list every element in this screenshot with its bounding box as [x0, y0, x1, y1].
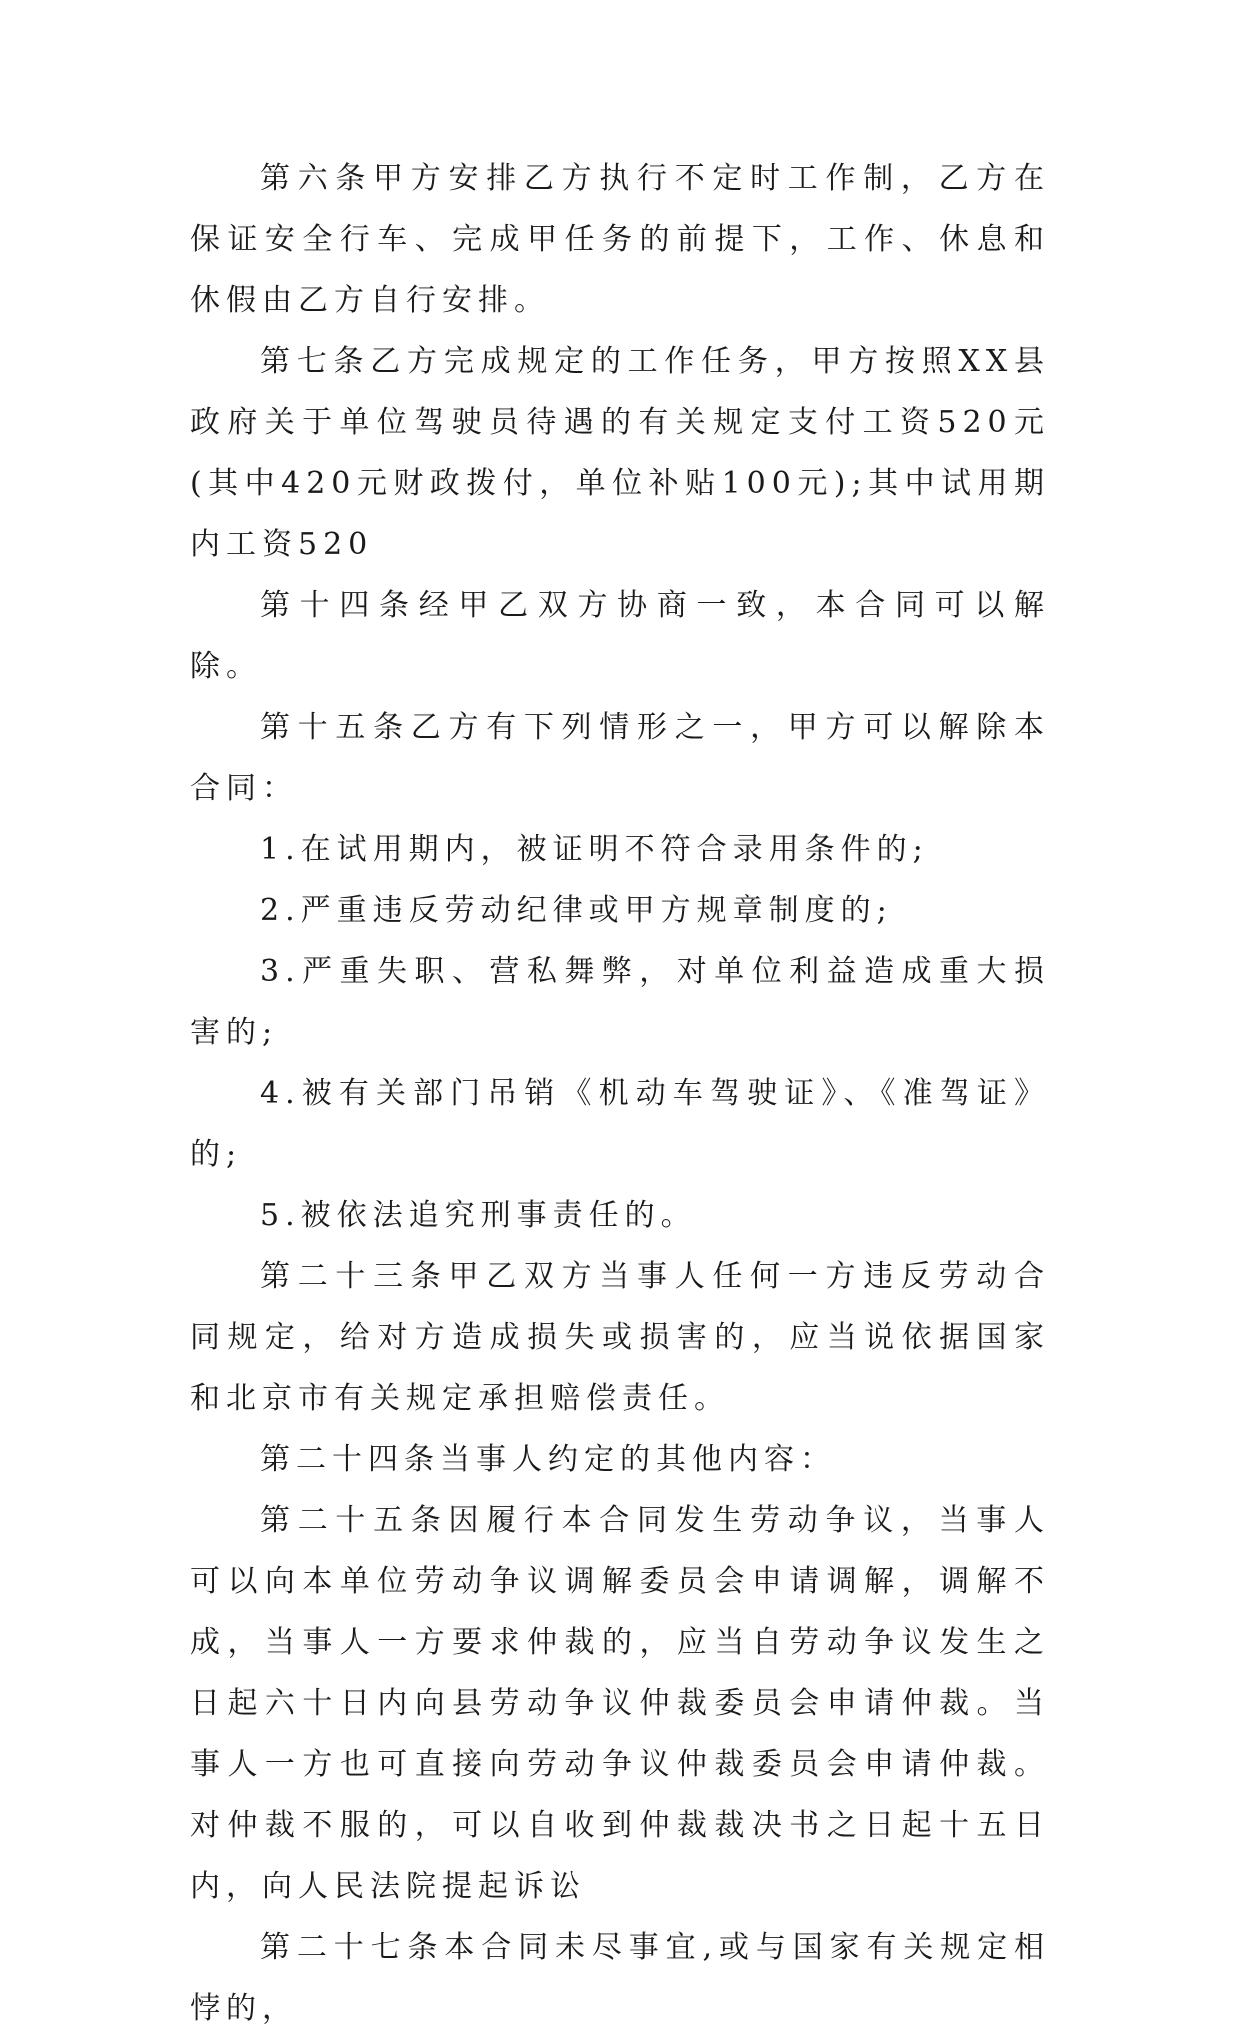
article-24-paragraph: 第二十四条当事人约定的其他内容： [260, 1442, 836, 1477]
list-item: 3.严重失职、营私舞弊，对单位利益造成重大损害的; [190, 954, 1050, 1050]
list-item: 4.被有关部门吊销《机动车驾驶证》、《准驾证》的; [190, 1076, 1050, 1172]
list-item: 5.被依法追究刑事责任的。 [260, 1198, 697, 1233]
article-25-paragraph: 第二十五条因履行本合同发生劳动争议，当事人可以向本单位劳动争议调解委员会申请调解，调解不成，当事人一方要求仲裁的，应当自劳动争议发生之日起六十日内向县劳动争议仲裁委员会申请仲裁。当事人一方也可直接向劳动争议仲裁委员会申请仲裁。对仲裁不服的，可以自收到仲裁裁决书之日起十五日内，向人民法院提起诉讼 [190, 1503, 1050, 1904]
document-page [190, 148, 1050, 2039]
list-item: 1.在试用期内，被证明不符合录用条件的; [260, 832, 929, 867]
article-23-paragraph: 第二十三条甲乙双方当事人任何一方违反劳动合同规定，给对方造成损失或损害的，应当说依据国家和北京市有关规定承担赔偿责任。 [190, 1259, 1050, 1416]
article-6-paragraph: 第六条甲方安排乙方执行不定时工作制，乙方在保证安全行车、完成甲任务的前提下，工作、休息和休假由乙方自行安排。 [190, 161, 1050, 318]
article-27-paragraph: 第二十七条本合同未尽事宜,或与国家有关规定相悖的， [190, 1930, 1050, 2026]
list-item: 2.严重违反劳动纪律或甲方规章制度的; [260, 893, 893, 928]
article-14-paragraph: 第十四条经甲乙双方协商一致，本合同可以解除。 [190, 588, 1050, 684]
article-15-paragraph: 第十五条乙方有下列情形之一，甲方可以解除本合同： [190, 710, 1050, 806]
article-7-paragraph: 第七条乙方完成规定的工作任务，甲方按照XX县政府关于单位驾驶员待遇的有关规定支付工资520元(其中420元财政拨付，单位补贴100元);其中试用期内工资520 [190, 344, 1050, 562]
